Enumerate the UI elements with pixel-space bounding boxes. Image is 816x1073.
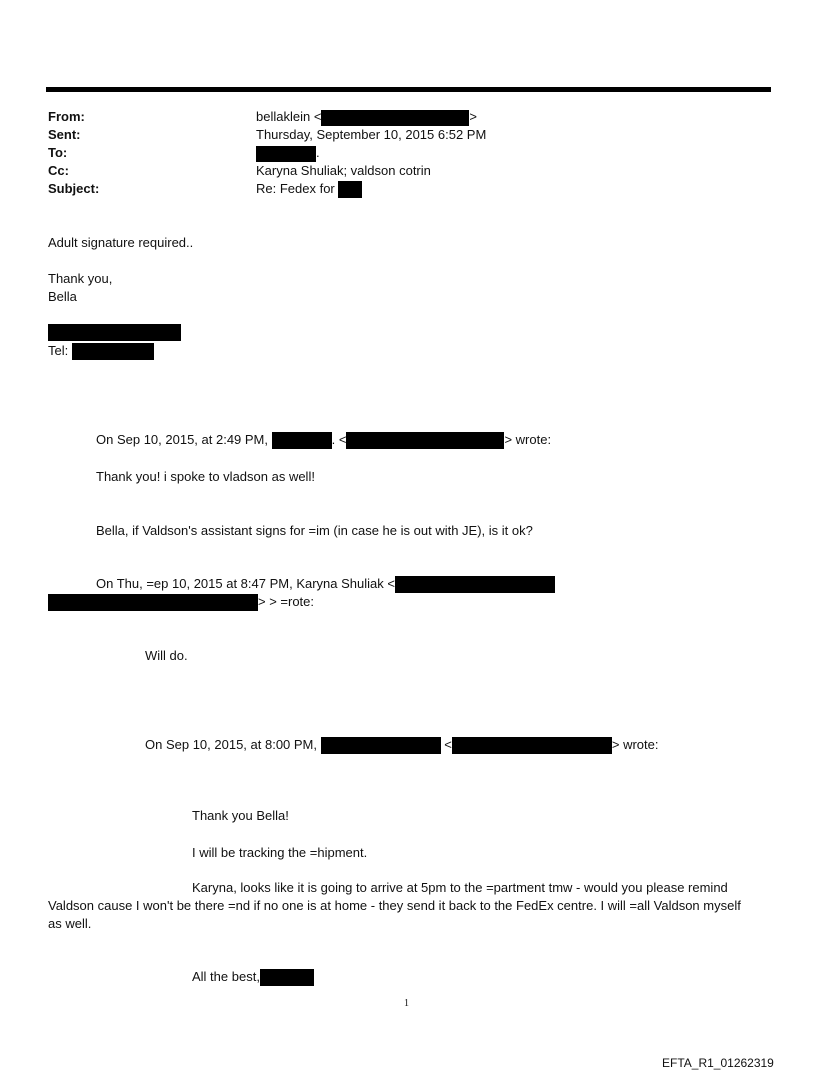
from-value [256,108,477,126]
quote2-line-1: Will do. [145,648,188,663]
redacted-recipient [256,146,316,162]
document-id: EFTA_R1_01262319 [662,1056,774,1070]
quote3-header [145,736,658,754]
closing-text: All the best, [192,969,260,984]
redacted-sender-email [346,432,504,449]
from-suffix: > [469,109,477,124]
quote1-header [96,431,551,449]
from-prefix: bellaklein < [256,109,322,124]
cc-label: Cc: [48,163,69,178]
body-name: Bella [48,289,77,304]
redacted-sender-email [452,737,612,754]
to-suffix: . [316,145,320,160]
sent-value: Thursday, September 10, 2015 6:52 PM [256,127,487,142]
to-label: To: [48,145,68,160]
quote2-header-prefix: On Thu, =ep 10, 2015 at 8:47 PM, Karyna Shuliak < [96,576,395,591]
tel-line [48,342,154,360]
quote3-closing [192,968,314,986]
quote3-para-line-1: Karyna, looks like it is going to arrive at 5pm to the =partment tmw - would you please remind [192,880,728,895]
redacted-email [395,576,555,593]
quote3-para-line-2: Valdson cause I won't be there =nd if no one is at home - they send it back to the FedEx centre. I will =all Valdson myself [48,898,741,913]
quote1-line-1: Thank you! i spoke to vladson as well! [96,469,315,484]
redacted-email-2 [48,594,258,611]
redacted-sender-name [321,737,441,754]
signature-block [48,323,181,341]
redacted-sender-name [272,432,332,449]
redacted-phone [72,343,154,360]
quote3-header-prefix: On Sep 10, 2015, at 8:00 PM, [145,737,318,752]
to-value [256,144,320,162]
body-line-1: Adult signature required.. [48,235,194,250]
redacted-email [321,110,469,126]
redacted-closing-name [260,969,314,986]
quote1-header-suffix: > wrote: [504,432,552,447]
quote2-header-suffix: > > =rote: [258,594,315,609]
sent-label: Sent: [48,127,81,142]
subject-value [256,180,362,198]
subject-prefix: Re: Fedex for [256,181,335,196]
quote2-header-cont [48,593,314,611]
subject-label: Subject: [48,181,100,196]
redacted-subject-name [338,181,362,198]
cc-value: Karyna Shuliak; valdson cotrin [256,163,431,178]
quote1-line-2: Bella, if Valdson's assistant signs for =im (in case he is out with JE), is it ok? [96,523,533,538]
quote2-header [96,575,555,593]
quote3-para-line-3: as well. [48,916,92,931]
quote3-line-2: I will be tracking the =hipment. [192,845,368,860]
page-number: 1 [404,998,409,1009]
quote3-header-mid: < [444,737,452,752]
from-label: From: [48,109,85,124]
quote1-header-prefix: On Sep 10, 2015, at 2:49 PM, [96,432,269,447]
body-thanks: Thank you, [48,271,113,286]
quote3-header-suffix: > wrote: [611,737,659,752]
redacted-signature [48,324,181,341]
quote3-line-1: Thank you Bella! [192,808,289,823]
quote1-header-mid: . < [331,432,347,447]
header-rule [46,87,771,92]
tel-label: Tel: [48,343,69,358]
